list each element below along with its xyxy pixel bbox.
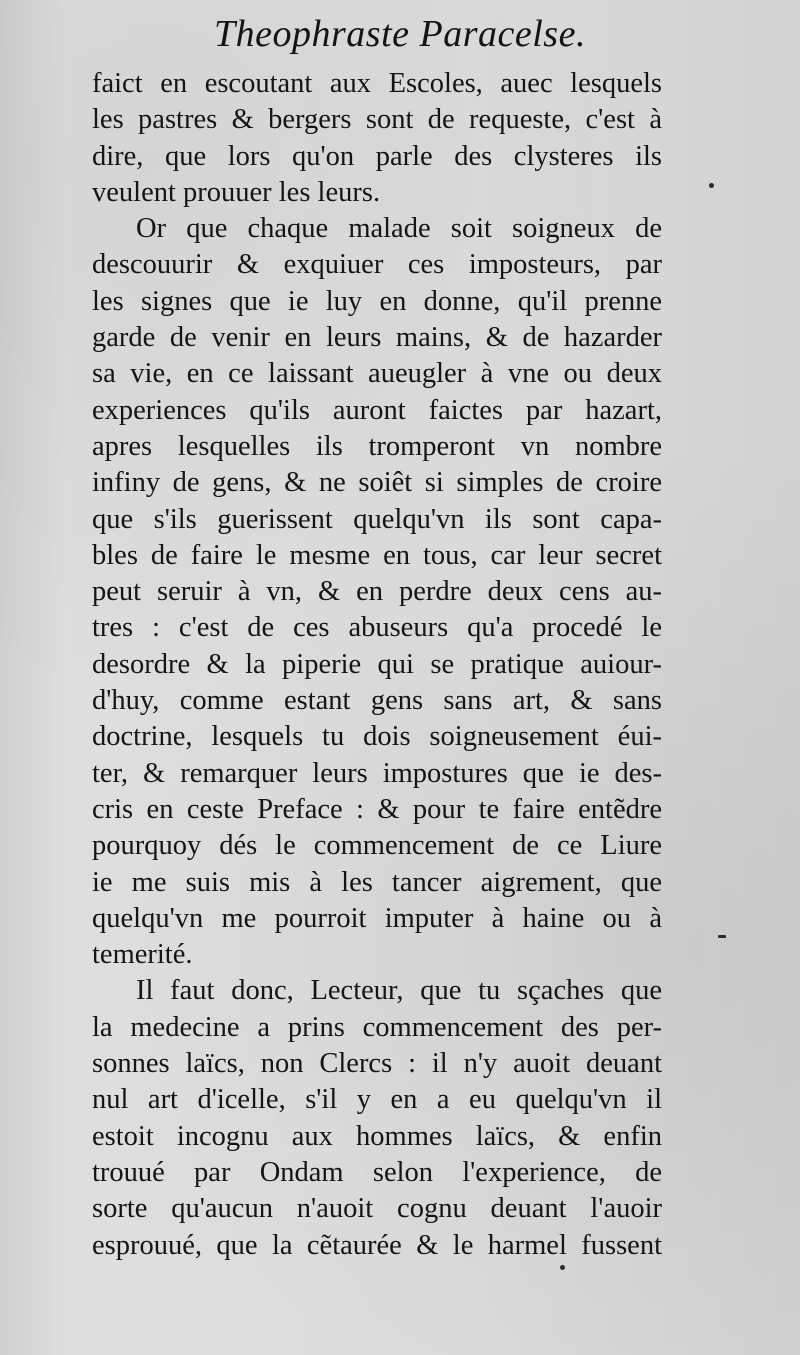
text-line: garde de venir en leurs mains, & de hazarder xyxy=(92,322,662,354)
text-line: temerité. xyxy=(92,939,193,971)
text-line: dire, que lors qu'on parle des clysteres ils xyxy=(92,140,662,172)
text-line: que s'ils guerissent quelqu'vn ils sont capa- xyxy=(92,503,662,535)
text-line: quelqu'vn me pourroit imputer à haine ou à xyxy=(92,902,662,934)
ink-speck xyxy=(560,1265,565,1270)
text-line: ter, & remarquer leurs impostures que ie des- xyxy=(92,757,662,789)
text-line: sorte qu'aucun n'auoit cognu deuant l'auoir xyxy=(92,1193,662,1225)
paragraph-start-line: Il faut donc, Lecteur, que tu sçaches que xyxy=(136,975,662,1007)
ink-speck xyxy=(709,183,714,188)
text-line: cris en ceste Preface : & pour te faire entẽdre xyxy=(92,793,662,825)
text-line: peut seruir à vn, & en perdre deux cens au- xyxy=(92,576,662,608)
text-line: bles de faire le mesme en tous, car leur secret xyxy=(92,539,662,571)
text-line: sa vie, en ce laissant aueugler à vne ou deux xyxy=(92,358,662,390)
running-head: Theophraste Paracelse. xyxy=(214,13,586,55)
text-line: descouurir & exquiuer ces imposteurs, par xyxy=(92,249,662,281)
text-line: estoit incognu aux hommes laïcs, & enfin xyxy=(92,1120,662,1152)
text-line: tres : c'est de ces abuseurs qu'a procedé le xyxy=(92,612,662,644)
text-line: nul art d'icelle, s'il y en a eu quelqu'vn il xyxy=(92,1084,662,1116)
text-line: apres lesquelles ils tromperont vn nombre xyxy=(92,430,662,462)
text-line: infiny de gens, & ne soiêt si simples de croire xyxy=(92,467,662,499)
text-line: ie me suis mis à les tancer aigrement, que xyxy=(92,866,662,898)
text-line: d'huy, comme estant gens sans art, & sans xyxy=(92,685,662,717)
text-line: trouué par Ondam selon l'experience, de xyxy=(92,1156,662,1188)
text-line: desordre & la piperie qui se pratique auiour- xyxy=(92,648,662,680)
paragraph-start-line: Or que chaque malade soit soigneux de xyxy=(136,213,662,245)
text-line: les signes que ie luy en donne, qu'il prenne xyxy=(92,285,662,317)
text-line: experiences qu'ils auront faictes par hazart, xyxy=(92,394,662,426)
ink-speck xyxy=(718,935,726,938)
text-line: la medecine a prins commencement des per- xyxy=(92,1011,662,1043)
text-line: esprouué, que la cẽtaurée & le harmel fussent xyxy=(92,1229,662,1261)
text-line: faict en escoutant aux Escoles, auec lesquels xyxy=(92,68,662,99)
text-line: veulent prouuer les leurs. xyxy=(92,176,381,208)
text-line: les pastres & bergers sont de requeste, c'est à xyxy=(92,104,662,136)
text-line: pourquoy dés le commencement de ce Liure xyxy=(92,830,662,862)
text-line: sonnes laïcs, non Clercs : il n'y auoit deuant xyxy=(92,1048,662,1080)
body-text xyxy=(92,66,662,1264)
text-line: doctrine, lesquels tu dois soigneusement éui- xyxy=(92,721,662,753)
